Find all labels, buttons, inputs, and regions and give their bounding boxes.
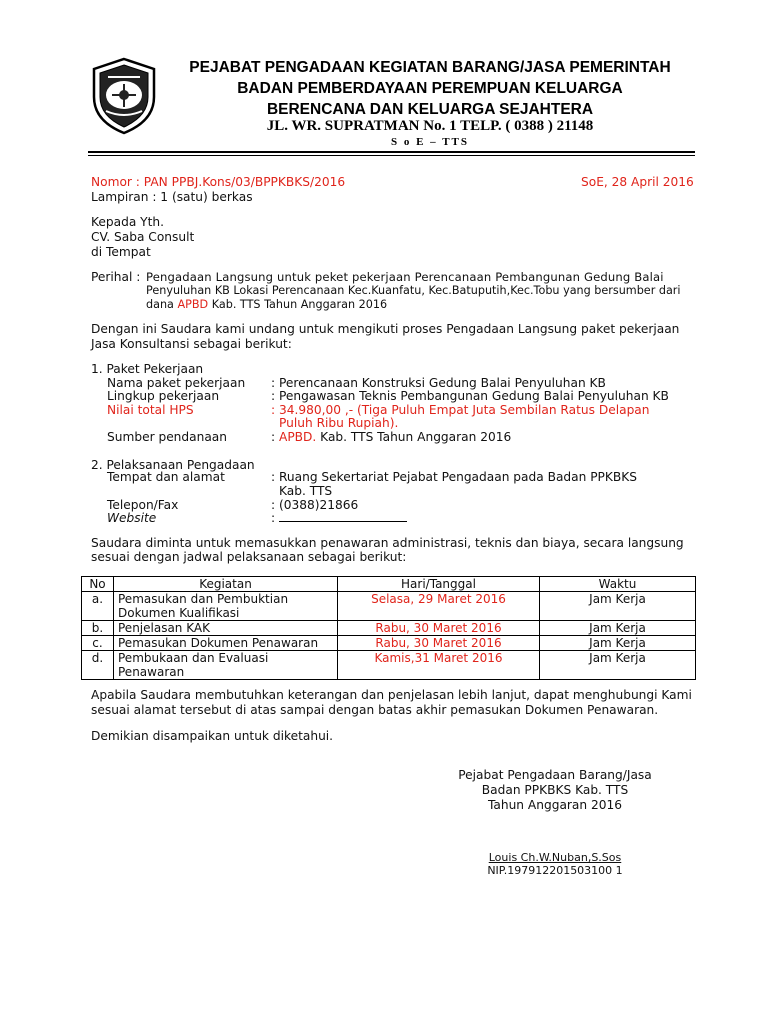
paket-source-value [271, 430, 511, 444]
row-kegiatan: Pembukaan dan Evaluasi Penawaran [114, 651, 338, 680]
paket-heading: 1. Paket Pekerjaan [91, 362, 204, 376]
paket-scope-value: : Pengawasan Teknis Pembangunan Gedung Balai Penyuluhan KB [271, 389, 669, 403]
row-hari-tanggal: Selasa, 29 Maret 2016 [338, 592, 540, 621]
paket-source-apbd: APBD. [278, 430, 317, 444]
pelaksanaan-place-value-line1: : Ruang Sekertariat Pejabat Pengadaan pada Badan PPKBKS [271, 470, 637, 484]
table-row [82, 651, 696, 680]
pelaksanaan-place-label: Tempat dan alamat [107, 470, 225, 484]
col-header-kegiatan: Kegiatan [114, 577, 338, 592]
row-kegiatan: Pemasukan Dokumen Penawaran [114, 636, 338, 651]
header-title-line1: PEJABAT PENGADAAN KEGIATAN BARANG/JASA PEMERINTAH [189, 59, 671, 76]
pelaksanaan-website-value [271, 511, 407, 525]
header-rule-thin [88, 155, 695, 156]
schedule-table [81, 576, 696, 680]
pelaksanaan-website-colon: : [271, 511, 276, 525]
paket-name-label: Nama paket pekerjaan [107, 376, 246, 390]
subject-label: Perihal : [91, 270, 141, 284]
subject-line3-start: dana [146, 298, 178, 311]
closing-line3: Demikian disampaikan untuk diketahui. [91, 729, 334, 743]
intro-line2: Jasa Konsultansi sebagai berikut: [91, 337, 292, 351]
signature-name: Louis Ch.W.Nuban,S.Sos [488, 851, 622, 864]
row-no: d. [82, 651, 114, 680]
header-title-line2: BADAN PEMBERDAYAAN PEREMPUAN KELUARGA [237, 80, 623, 97]
pelaksanaan-place-value-line2: Kab. TTS [279, 484, 333, 498]
col-header-hari-tanggal: Hari/Tanggal [338, 577, 540, 592]
intro-line1: Dengan ini Saudara kami undang untuk mengikuti proses Pengadaan Langsung paket pekerjaan [91, 322, 680, 336]
row-no: c. [82, 636, 114, 651]
row-hari-tanggal: Rabu, 30 Maret 2016 [338, 636, 540, 651]
row-waktu: Jam Kerja [540, 621, 696, 636]
pelaksanaan-heading: 2. Pelaksanaan Pengadaan [91, 458, 255, 472]
paket-source-rest: Kab. TTS Tahun Anggaran 2016 [316, 430, 512, 444]
subject-line3 [146, 298, 387, 311]
pelaksanaan-website-label: Website [107, 511, 157, 525]
header-city: S o E – TTS [390, 136, 470, 148]
signature-nip: NIP.197912201503100 1 [487, 864, 623, 877]
subject-line2: Penyuluhan KB Lokasi Perencanaan Kec.Kuanfatu, Kec.Batuputih,Kec.Tobu yang bersumber dari [146, 284, 681, 297]
subject-line1: Pengadaan Langsung untuk peket pekerjaan Perencanaan Pembangunan Gedung Balai [146, 270, 664, 284]
recipient-salutation: Kepada Yth. [91, 215, 164, 229]
row-waktu: Jam Kerja [540, 651, 696, 680]
schedule-intro-line2: sesuai dengan jadwal pelaksanaan sebagai berikut: [91, 550, 407, 564]
closing-line2: sesuai alamat tersebut di atas sampai dengan batas akhir pemasukan Dokumen Penawaran. [91, 703, 659, 717]
paket-hps-value-line2: Puluh Ribu Rupiah). [279, 416, 399, 430]
subject-line3-end: Kab. TTS Tahun Anggaran 2016 [208, 298, 388, 311]
row-hari-tanggal: Rabu, 30 Maret 2016 [338, 621, 540, 636]
col-header-no: No [82, 577, 114, 592]
signature-title-line2: Badan PPKBKS Kab. TTS [481, 783, 629, 797]
government-seal-logo [88, 57, 160, 135]
signature-title-line3: Tahun Anggaran 2016 [487, 798, 623, 812]
row-kegiatan: Penjelasan KAK [114, 621, 338, 636]
recipient-name: CV. Saba Consult [91, 230, 195, 244]
letter-attachment: Lampiran : 1 (satu) berkas [91, 190, 253, 204]
table-row [82, 592, 696, 621]
pelaksanaan-phone-value: : (0388)21866 [271, 498, 359, 512]
paket-source-label: Sumber pendanaan [107, 430, 228, 444]
table-row [82, 621, 696, 636]
paket-hps-value-line1: : 34.980,00 ,- (Tiga Puluh Empat Juta Sembilan Ratus Delapan [271, 403, 650, 417]
header-address: JL. WR. SUPRATMAN No. 1 TELP. ( 0388 ) 21148 [266, 118, 594, 134]
recipient-place: di Tempat [91, 245, 151, 259]
paket-hps-label: Nilai total HPS [107, 403, 194, 417]
schedule-intro-line1: Saudara diminta untuk memasukkan penawaran administrasi, teknis dan biaya, secara langsung [91, 536, 684, 550]
letter-date: SoE, 28 April 2016 [581, 175, 694, 189]
table-row [82, 636, 696, 651]
header-title-line3: BERENCANA DAN KELUARGA SEJAHTERA [266, 101, 594, 118]
letter-number: Nomor : PAN PPBJ.Kons/03/BPPKBKS/2016 [91, 175, 346, 189]
row-waktu: Jam Kerja [540, 592, 696, 621]
col-header-waktu: Waktu [540, 577, 696, 592]
row-hari-tanggal: Kamis,31 Maret 2016 [338, 651, 540, 680]
signature-title-line1: Pejabat Pengadaan Barang/Jasa [458, 768, 652, 782]
row-no: a. [82, 592, 114, 621]
paket-scope-label: Lingkup pekerjaan [107, 389, 220, 403]
header-rule-thick [88, 151, 695, 153]
website-blank-line [279, 511, 407, 522]
row-no: b. [82, 621, 114, 636]
table-header-row [82, 577, 696, 592]
paket-name-value: : Perencanaan Konstruksi Gedung Balai Penyuluhan KB [271, 376, 606, 390]
closing-line1: Apabila Saudara membutuhkan keterangan dan penjelasan lebih lanjut, dapat menghubungi Kami [91, 688, 692, 702]
pelaksanaan-phone-label: Telepon/Fax [107, 498, 179, 512]
paket-source-colon: : [271, 430, 279, 444]
row-kegiatan: Pemasukan dan Pembuktian Dokumen Kualifikasi [114, 592, 338, 621]
subject-apbd: APBD [177, 298, 209, 311]
row-waktu: Jam Kerja [540, 636, 696, 651]
